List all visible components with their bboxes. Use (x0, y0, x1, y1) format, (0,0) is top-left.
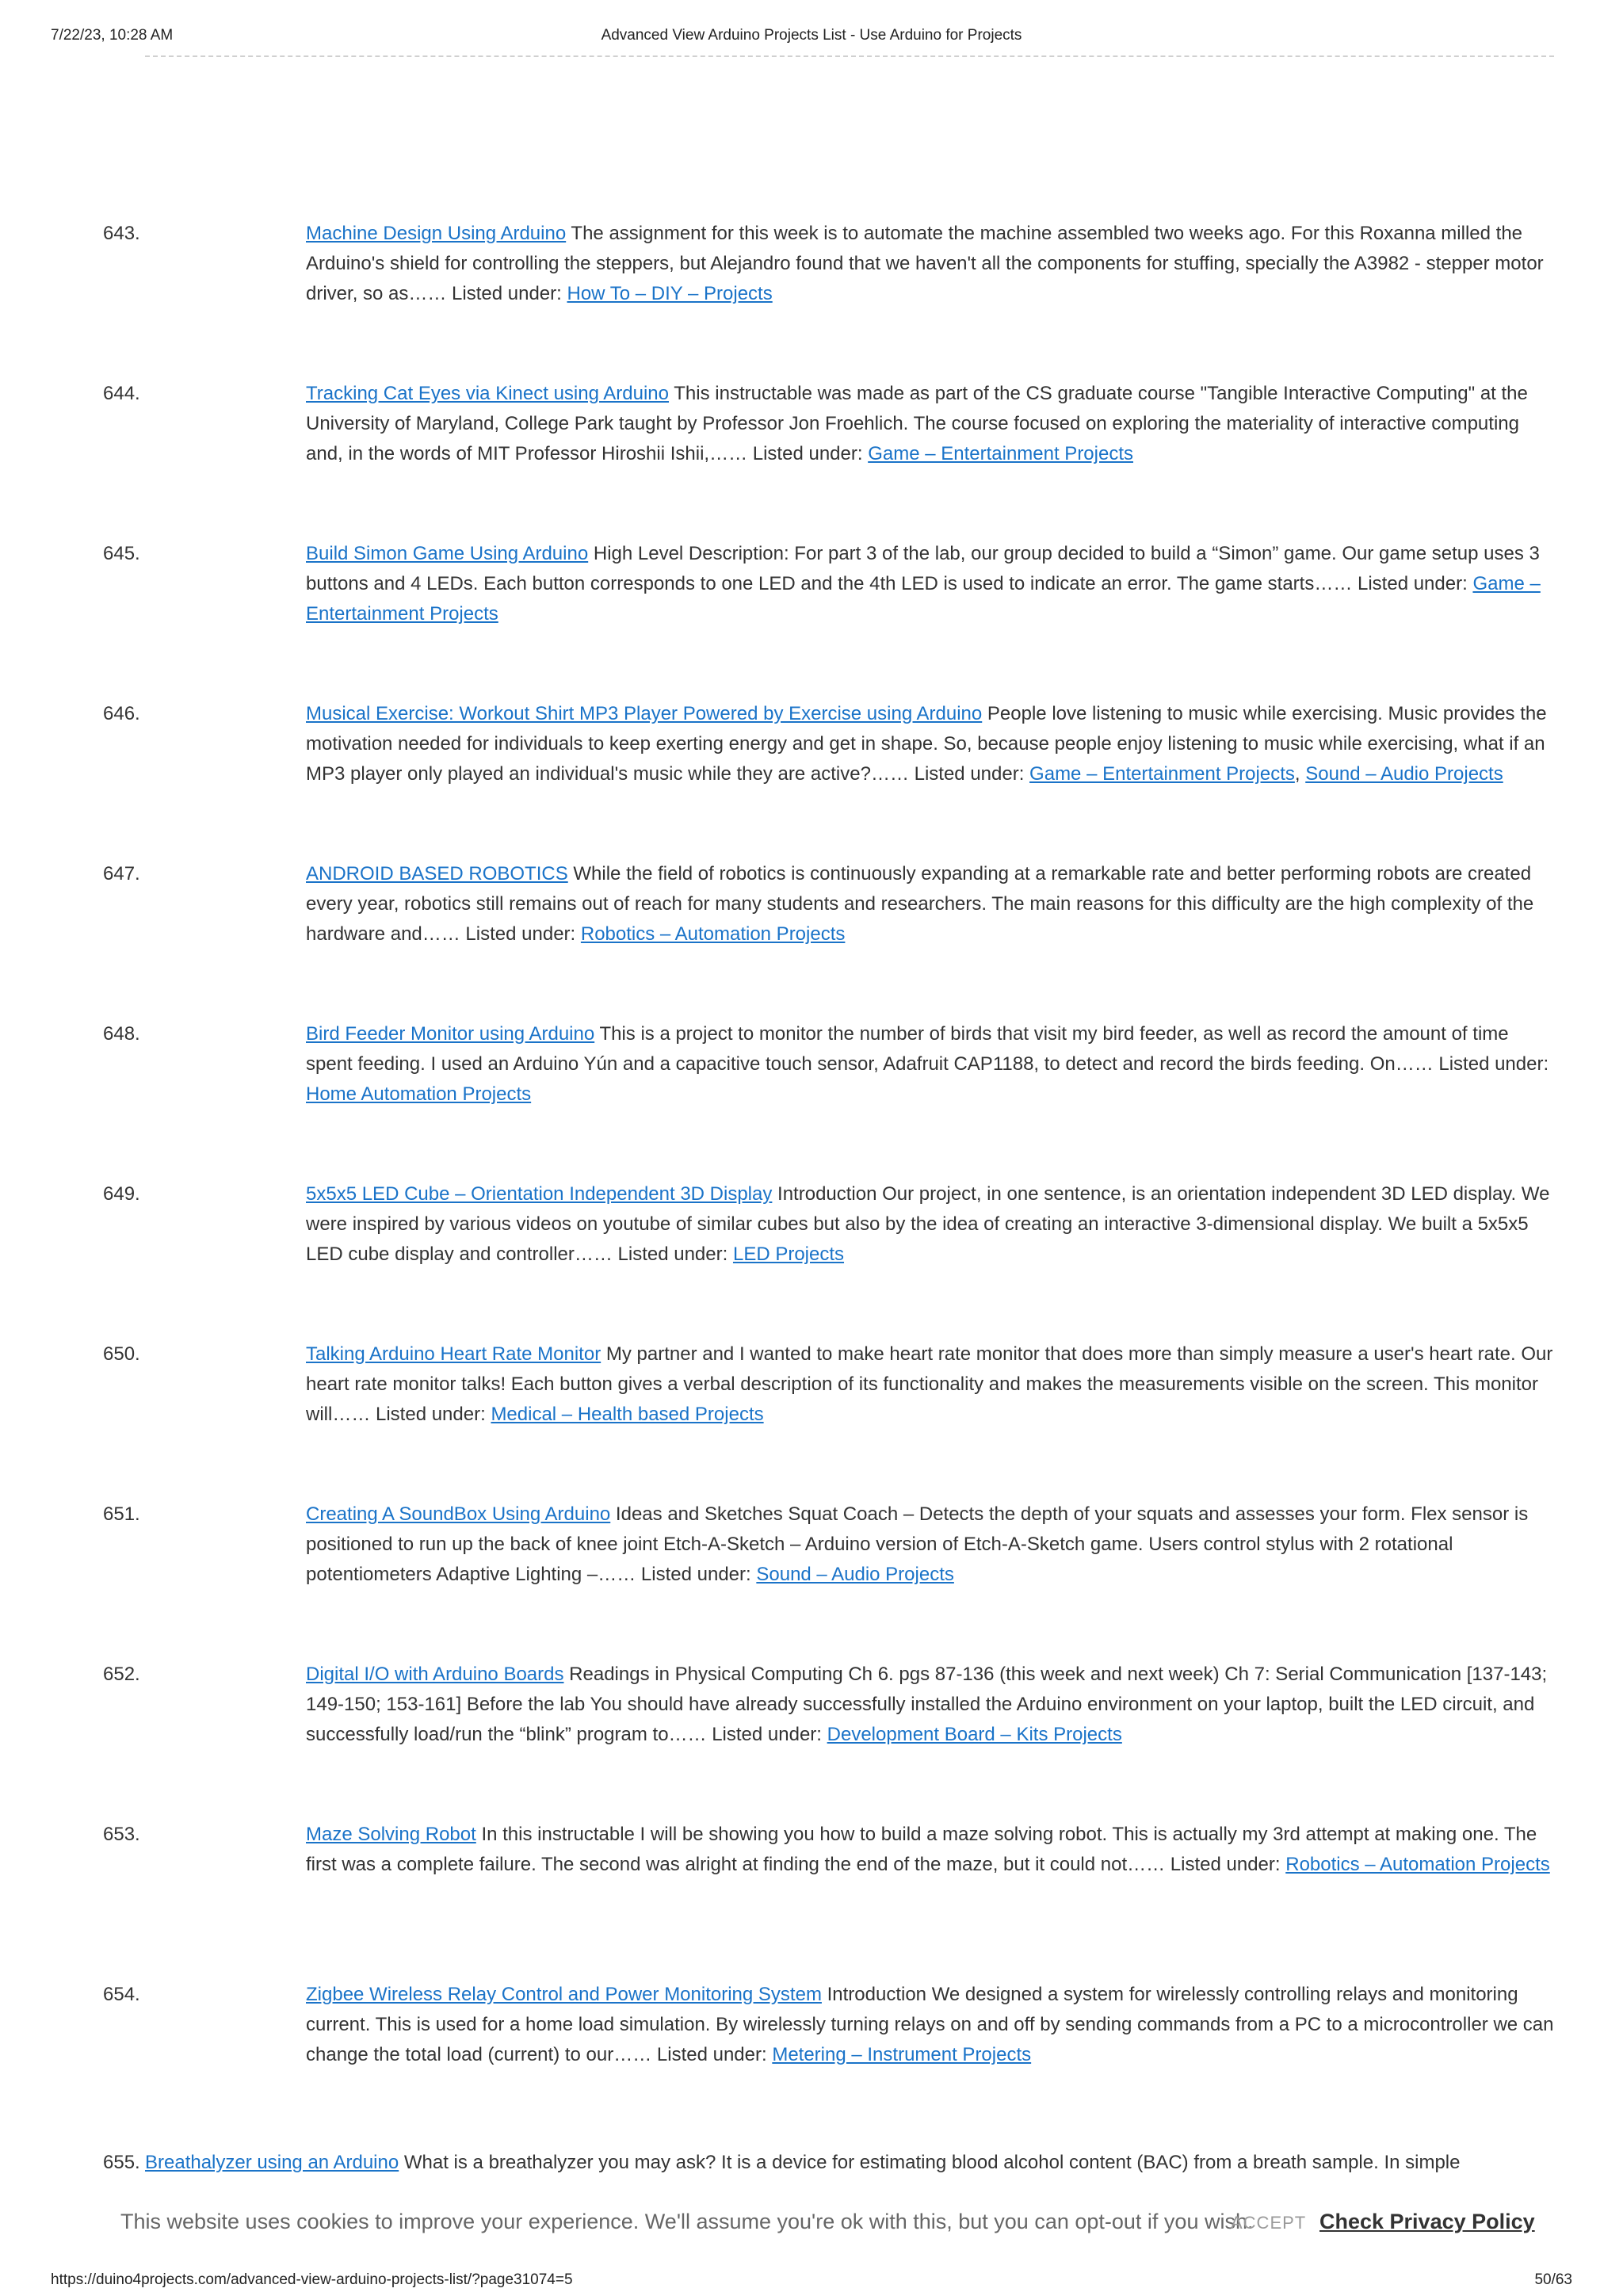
project-title-link[interactable]: Bird Feeder Monitor using Arduino (306, 1023, 595, 1045)
project-title-link[interactable]: ANDROID BASED ROBOTICS (306, 863, 568, 884)
item-body (306, 699, 1555, 789)
project-description: What is a breathalyzer you may ask? It is a device for estimating blood alcohol content (BAC) from a breath sample. In simple (399, 2152, 1461, 2173)
item-number: 644. (103, 383, 140, 404)
project-description: This is a project to monitor the number of birds that visit my bird feeder, as well as record the amount of time spent feeding. I used an Arduino Yún and a capacitive touch sensor, Adafruit CAP1188, to detect and record the birds feeding. On…… Listed under: (306, 1023, 1549, 1075)
project-description: In this instructable I will be showing you how to build a maze solving robot. This is actually my 3rd attempt at making one. The first was a complete failure. The second was alright at finding the end of the maze, but it could not…… Listed under: (306, 1824, 1537, 1875)
print-footer (51, 2271, 1572, 2292)
item-body (306, 1660, 1555, 1750)
item-body (306, 1980, 1555, 2070)
cookie-accept-button[interactable]: ACCEPT (1231, 2213, 1307, 2233)
cookie-message: This website uses cookies to improve your experience. We'll assume you're ok with this, but you can opt-out if you wish. (120, 2210, 1254, 2233)
cookie-consent-bar (0, 2194, 1623, 2257)
category-link[interactable]: Medical – Health based Projects (491, 1404, 764, 1425)
category-link[interactable]: Metering – Instrument Projects (772, 2044, 1032, 2065)
category-link[interactable]: Robotics – Automation Projects (1285, 1854, 1550, 1875)
item-body (306, 379, 1555, 469)
print-header (51, 27, 1572, 51)
item-number: 653. (103, 1824, 140, 1845)
project-description: Introduction Our project, in one sentence, is an orientation independent 3D LED display. We were inspired by various videos on youtube of similar cubes but also by the idea of creating an interactive 3-dimensional display. We built a 5x5x5 LED cube display and controller…… Listed under: (306, 1183, 1550, 1265)
item-body (306, 1339, 1555, 1430)
item-body (145, 2148, 1564, 2178)
project-title-link[interactable]: 5x5x5 LED Cube – Orientation Independent 3D Display (306, 1183, 773, 1205)
item-number: 651. (103, 1503, 140, 1525)
project-title-link[interactable]: Tracking Cat Eyes via Kinect using Arduino (306, 383, 670, 404)
project-title-link[interactable]: Breathalyzer using an Arduino (145, 2152, 399, 2173)
print-url: https://duino4projects.com/advanced-view-arduino-projects-list/?page31074=5 (51, 2271, 573, 2288)
project-title-link[interactable]: Digital I/O with Arduino Boards (306, 1664, 564, 1685)
category-link[interactable]: LED Projects (732, 1244, 845, 1265)
project-description: High Level Description: For part 3 of the lab, our group decided to build a “Simon” game. Our game setup uses 3 buttons and 4 LEDs. Each button corresponds to one LED and the 4th LED is used to indicate an error. The game starts…… Listed under: (306, 543, 1540, 594)
project-description: Readings in Physical Computing Ch 6. pgs 87-136 (this week and next week) Ch 7: Serial Communication [137-143; 149-150; 153-161] Before the lab You should have already successfully installed the Arduino environment on your laptop, built the LED circuit, and successfully load/run the “blink” program to…… Listed under: (306, 1664, 1548, 1745)
privacy-policy-link[interactable]: Check Privacy Policy (1319, 2210, 1535, 2233)
project-title-link[interactable]: Talking Arduino Heart Rate Monitor (306, 1343, 601, 1365)
item-body (306, 1820, 1555, 1880)
category-link[interactable]: Game – Entertainment Projects (868, 443, 1134, 464)
project-description: Introduction We designed a system for wirelessly controlling relays and monitoring current. This is used for a home load simulation. By wirelessly turning relays on and off by sending commands from a PC to a microcontroller we can change the total load (current) to our…… Listed under: (306, 1984, 1554, 2065)
item-number: 654. (103, 1984, 140, 2005)
item-number: 643. (103, 223, 140, 244)
item-body (306, 1499, 1555, 1590)
category-separator: , (1294, 763, 1306, 785)
category-link[interactable]: Sound – Audio Projects (756, 1564, 954, 1585)
project-description: This instructable was made as part of the CS graduate course "Tangible Interactive Computing" at the University of Maryland, College Park taught by Professor Jon Froehlich. The course focused on exploring the materiality of interactive computing and, in the words of MIT Professor Hiroshii Ishii,…… Listed under: (306, 383, 1528, 464)
project-description: My partner and I wanted to make heart rate monitor that does more than simply measure a user's heart rate. Our heart rate monitor talks! Each button gives a verbal description of its functionality and makes the measurements visible on the screen. This monitor will…… Listed under: (306, 1343, 1553, 1425)
top-divider (145, 55, 1554, 57)
category-link[interactable]: Sound – Audio Projects (1305, 763, 1503, 785)
category-link[interactable]: Development Board – Kits Projects (827, 1724, 1122, 1745)
project-title-link[interactable]: Musical Exercise: Workout Shirt MP3 Player Powered by Exercise using Arduino (306, 703, 983, 724)
project-title-link[interactable]: Maze Solving Robot (306, 1824, 476, 1845)
item-number: 655. (103, 2152, 140, 2173)
project-title-link[interactable]: Zigbee Wireless Relay Control and Power Monitoring System (306, 1984, 822, 2005)
project-description: Ideas and Sketches Squat Coach – Detects the depth of your squats and assesses your form. Flex sensor is positioned to run up the back of knee joint Etch-A-Sketch – Arduino version of Etch-A-Sketch game. Users control stylus with 2 rotational potentiometers Adaptive Lighting –…… Listed under: (306, 1503, 1529, 1585)
category-link[interactable]: Game – Entertainment Projects (1029, 763, 1295, 785)
project-description: While the field of robotics is continuously expanding at a remarkable rate and better performing robots are created every year, robotics still remains out of reach for many students and researchers. The main reasons for this difficulty are the high complexity of the hardware and…… Listed under: (306, 863, 1534, 945)
item-body (306, 1179, 1555, 1270)
item-number: 652. (103, 1664, 140, 1685)
category-link[interactable]: Home Automation Projects (306, 1083, 532, 1105)
category-link[interactable]: Robotics – Automation Projects (580, 923, 846, 945)
print-datetime: 7/22/23, 10:28 AM (51, 27, 174, 44)
project-description: People love listening to music while exercising. Music provides the motivation needed for individuals to keep exerting energy and get in shape. So, because people enjoy listening to music while exercising, what if an MP3 player only played an individual's music while they are active?…… Listed under: (306, 703, 1547, 785)
item-number: 650. (103, 1343, 140, 1365)
print-page-number: 50/63 (1534, 2271, 1572, 2288)
item-number: 648. (103, 1023, 140, 1045)
print-page-title: Advanced View Arduino Projects List - Use Arduino for Projects (601, 27, 1022, 44)
project-description: The assignment for this week is to automate the machine assembled two weeks ago. For this Roxanna milled the Arduino's shield for controlling the steppers, but Alejandro found that we haven't all the components for stuffing, specially the A3982 - stepper motor driver, so as…… Listed under: (306, 223, 1544, 304)
item-number: 645. (103, 543, 140, 564)
item-body (306, 539, 1555, 629)
project-title-link[interactable]: Machine Design Using Arduino (306, 223, 567, 244)
item-number: 649. (103, 1183, 140, 1205)
item-number: 646. (103, 703, 140, 724)
project-title-link[interactable]: Creating A SoundBox Using Arduino (306, 1503, 611, 1525)
item-body (306, 1019, 1555, 1110)
item-body (306, 859, 1555, 949)
item-body (306, 219, 1555, 309)
category-link[interactable]: How To – DIY – Projects (567, 283, 773, 304)
item-number: 647. (103, 863, 140, 884)
project-title-link[interactable]: Build Simon Game Using Arduino (306, 543, 589, 564)
category-link[interactable]: Game – Entertainment Projects (306, 573, 1541, 625)
